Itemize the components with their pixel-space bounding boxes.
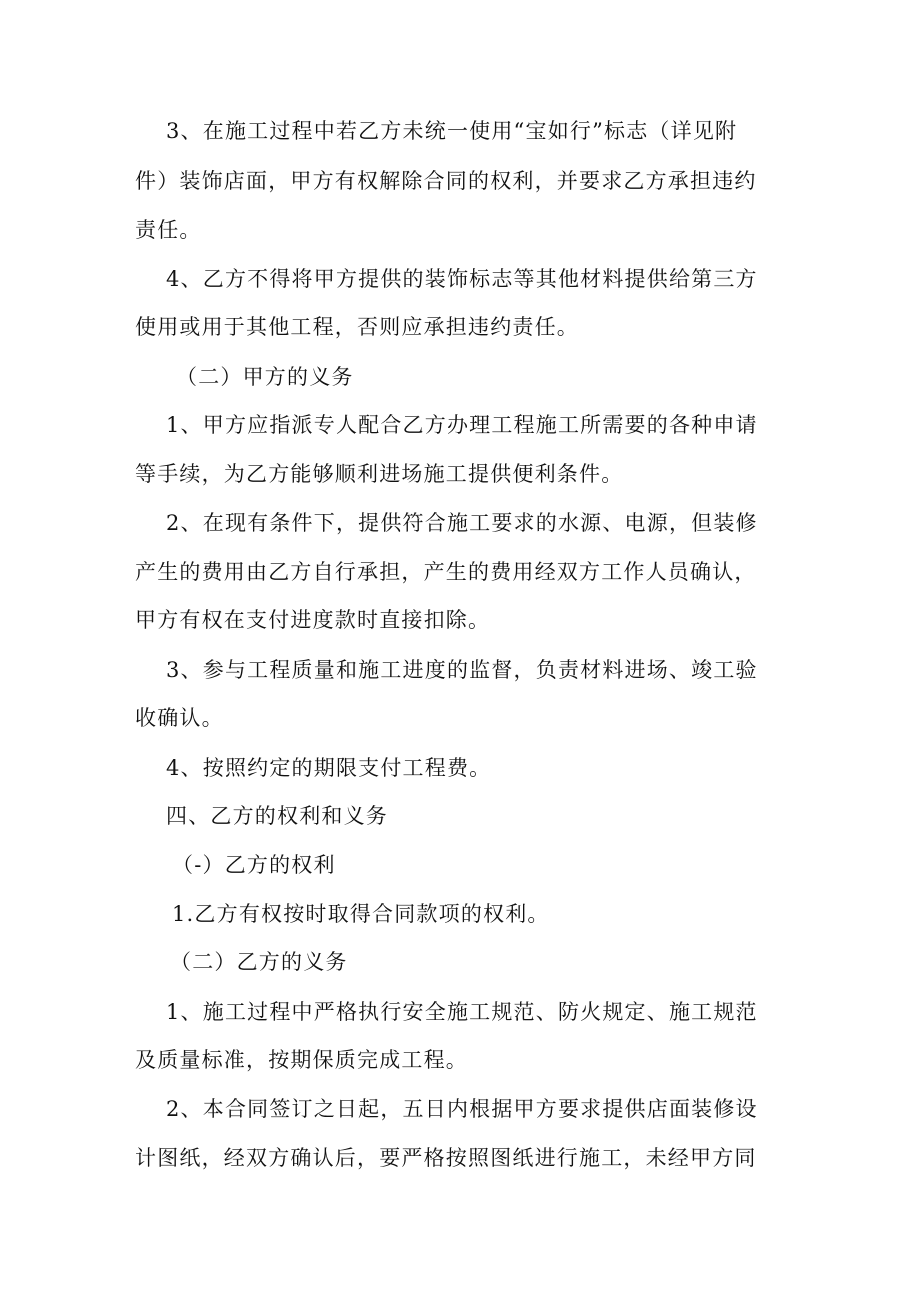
section-heading: 四、乙方的权利和义务 [166,804,388,828]
text-line: 3、在施工过程中若乙方未统一使用“宝如行”标志（详见附 [166,119,738,143]
text-line: 2、本合同签订之日起，五日内根据甲方要求提供店面装修设 [166,1097,758,1121]
text-line: 等手续，为乙方能够顺利进场施工提供便利条件。 [135,462,624,486]
text-line: 4、乙方不得将甲方提供的装饰标志等其他材料提供给第三方 [166,267,758,291]
section-heading: （二）乙方的义务 [170,950,348,974]
text-line: 产生的费用由乙方自行承担，产生的费用经双方工作人员确认， [135,560,757,584]
text-line: 件）装饰店面，甲方有权解除合同的权利，并要求乙方承担违约 [135,169,757,193]
text-line: 及质量标准，按期保质完成工程。 [135,1048,468,1072]
text-line: 计图纸，经双方确认后，要严格按照图纸进行施工，未经甲方同 [135,1146,757,1170]
section-heading: （二）甲方的义务 [176,365,354,389]
text-line: 1、施工过程中严格执行安全施工规范、防火规定、施工规范 [166,1000,758,1024]
section-heading: （-）乙方的权利 [172,853,336,877]
text-line: 责任。 [135,218,202,242]
text-line: 3、参与工程质量和施工进度的监督，负责材料进场、竣工验 [166,658,758,682]
text-line: 4、按照约定的期限支付工程费。 [166,756,492,780]
text-line: 甲方有权在支付进度款时直接扣除。 [135,608,491,632]
text-line: 使用或用于其他工程，否则应承担违约责任。 [135,315,579,339]
text-line: 1.乙方有权按时取得合同款项的权利。 [172,902,550,926]
text-line: 2、在现有条件下，提供符合施工要求的水源、电源，但装修 [166,511,758,535]
text-line: 收确认。 [135,706,224,730]
text-line: 1、甲方应指派专人配合乙方办理工程施工所需要的各种申请 [166,413,758,437]
